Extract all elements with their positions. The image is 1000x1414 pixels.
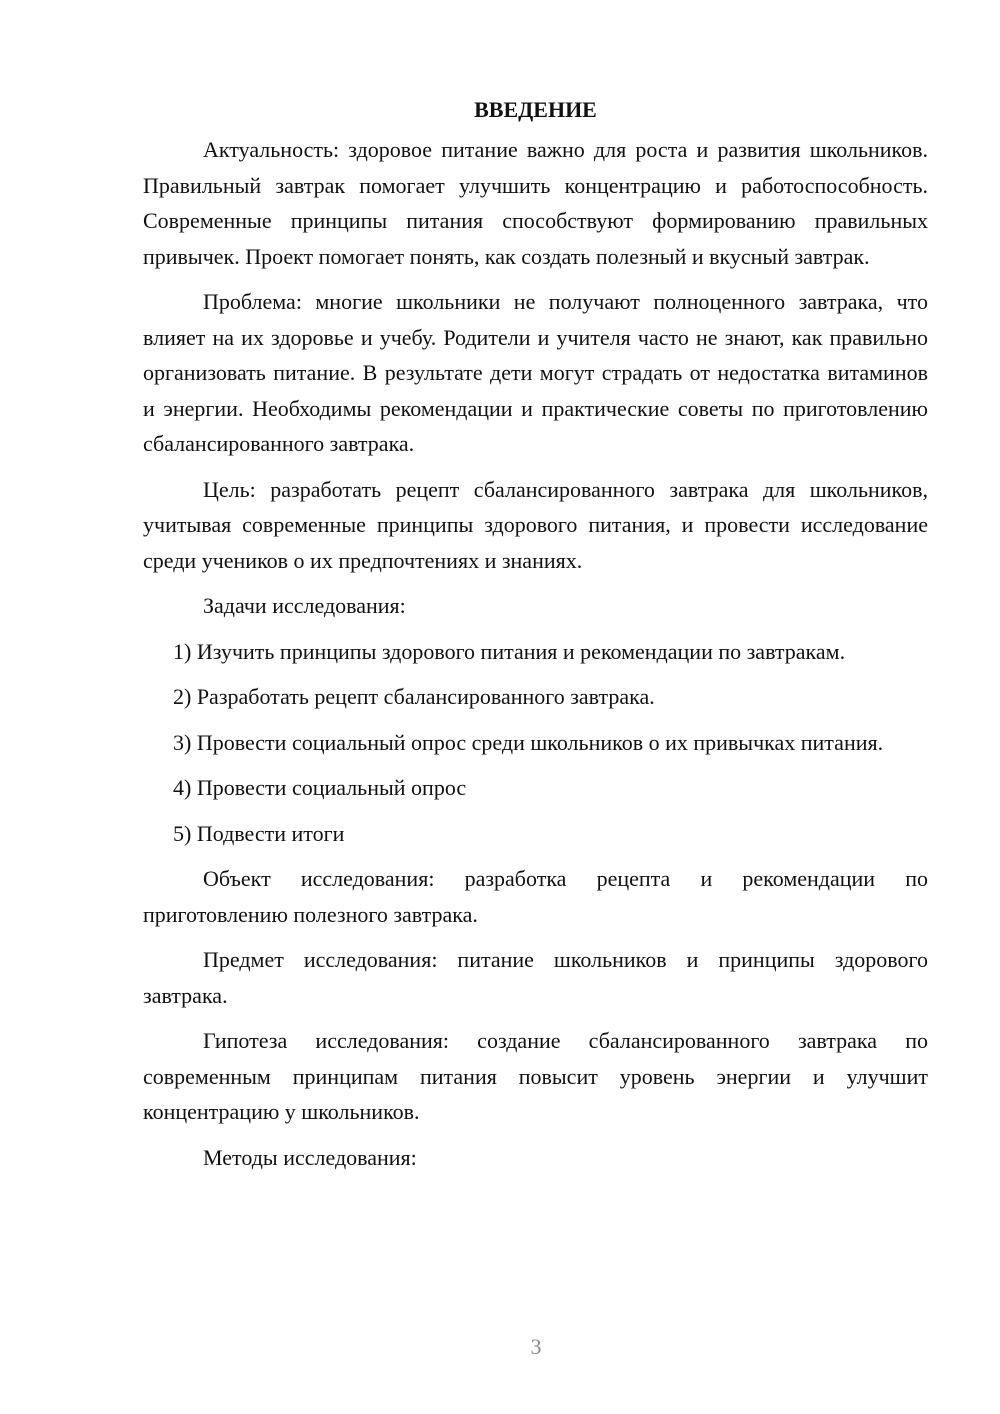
tasks-heading: Задачи исследования: [203,593,406,618]
paragraph-goal: Цель: разработать рецепт сбалансированного завтрака для школьников, учитывая современные принципы здорового питания, и провести исследование среди учеников о их предпочтениях и знаниях. [143,476,928,573]
task-item-1: 1) Изучить принципы здорового питания и рекомендации по завтракам. [173,638,846,664]
section-title: ВВЕДЕНИЕ [474,97,597,122]
methods-heading: Методы исследования: [203,1144,417,1170]
paragraph-problem: Проблема: многие школьники не получают полноценного завтрака, что влияет на их здоровье и учебу. Родители и учителя часто не знают, как правильно организовать питание. В результате дети могут страдать от недостатка витаминов и энергии. Необходимы рекомендации и практические советы по приготовлению сбалансированного завтрака. [143,289,928,456]
document-body [143,92,928,1185]
paragraph-subject: Предмет исследования: питание школьников и принципы здорового завтрака. [143,947,928,1008]
paragraph-object: Объект исследования: разработка рецепта и рекомендации по приготовлению полезного завтрака. [143,866,928,927]
task-item-2: 2) Разработать рецепт сбалансированного завтрака. [173,684,655,709]
task-item-5: 5) Подвести итоги [173,820,345,846]
task-item-3: 3) Провести социальный опрос среди школьников о их привычках питания. [173,729,884,755]
page-number: 3 [530,1334,542,1359]
paragraph-hypothesis: Гипотеза исследования: создание сбалансированного завтрака по современным принципам питания повысит уровень энергии и улучшит концентрацию у школьников. [143,1028,928,1124]
task-item-4: 4) Провести социальный опрос [173,775,467,800]
paragraph-relevance: Актуальность: здоровое питание важно для роста и развития школьников. Правильный завтрак помогает улучшить концентрацию и работоспособность. Современные принципы питания способствуют формированию правильных привычек. Проект помогает понять, как создать полезный и вкусный завтрак. [143,137,928,269]
